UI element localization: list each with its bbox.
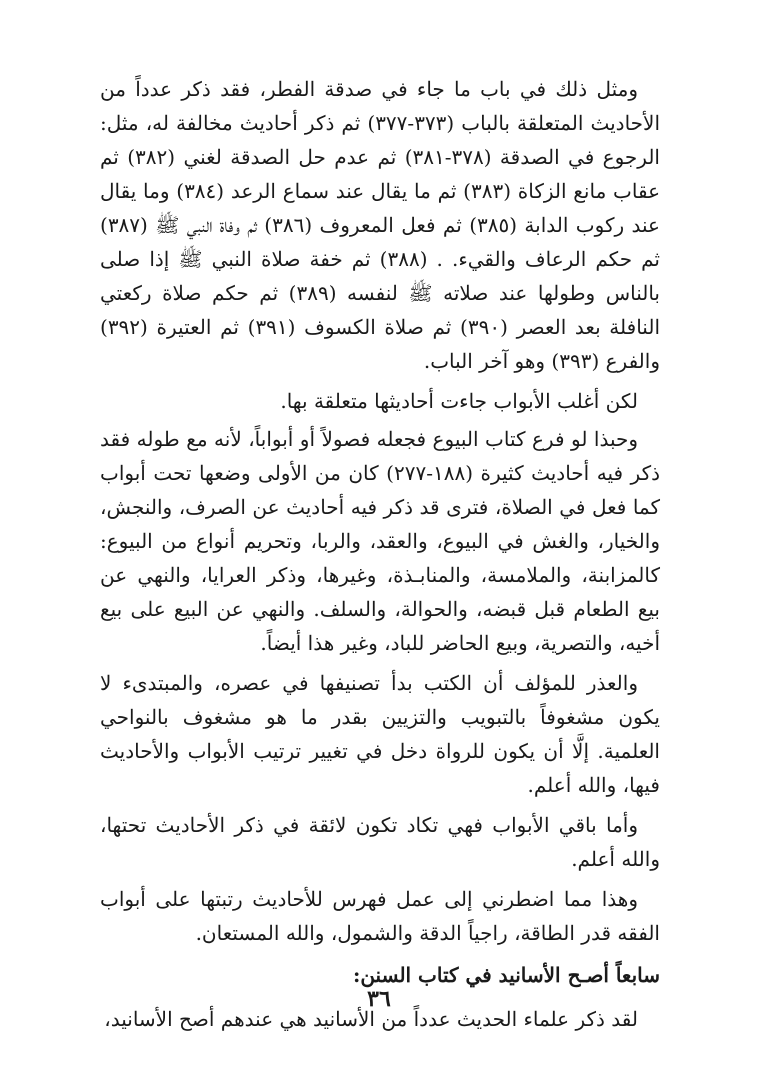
paragraph-remaining-chapters: وأما باقي الأبواب فهي تكاد تكون لائقة في ذكر الأحاديث تحتها، والله أعلم. xyxy=(100,813,660,871)
paragraph-author-excuse: والعذر للمؤلف أن الكتب بدأ تصنيفها في عصره، والمبتدىء لا يكون مشغوفاً بالتبويب والتزيين بقدر ما هو مشغوف بالنواحي العلمية. إلَّا أن يكون للرواة دخل في تغيير ترتيب الأبواب والأحاديث فيها، والله أعلم. xyxy=(100,671,660,797)
paragraph-index-note: وهذا مما اضطرني إلى عمل فهرس للأحاديث رتبتها على أبواب الفقه قدر الطاقة، راجياً الدقة والشمول، والله المستعان. xyxy=(100,887,660,945)
page-number: ٣٦ xyxy=(367,986,391,1012)
paragraph-zakat-al-fitr: ومثل ذلك في باب ما جاء في صدقة الفطر، فقد ذكر عدداً من الأحاديث المتعلقة بالباب (٣٧٣-٣٧٧) ثم ذكر أحاديث مخالفة له، مثل: الرجوع في الصدقة (٣٧٨-٣٨١) ثم عدم حل الصدقة لغني (٣٨٢) ثم عقاب مانع الزكاة (٣٨٣) ثم ما يقال عند سماع الرعد (٣٨٤) وما يقال عند ركوب الدابة (٣٨٥) ثم فعل المعروف (٣٨٦) ثم وفاة النبي ﷺ (٣٨٧) ثم حكم الرعاف والقيء. . (٣٨٨) ثم خفة صلاة النبي ﷺ إذا صلى بالناس وطولها عند صلاته ﷺ لنفسه (٣٨٩) ثم حكم صلاة ركعتي النافلة بعد العصر (٣٩٠) ثم صلاة الكسوف (٣٩١) ثم العتيرة (٣٩٢) والفرع (٣٩٣) وهو آخر الباب. xyxy=(100,77,661,373)
paragraph-book-of-sales: وحبذا لو فرع كتاب البيوع فجعله فصولاً أو أبواباً، لأنه مع طوله فقد ذكر فيه أحاديث كثيرة (١٨٨-٢٧٧) كان من الأولى وضعها تحت أبواب كما فعل في الصلاة، فترى قد ذكر فيه أحاديث عن الصرف، والنجش، والخيار، والغش في البيوع، والعقد، والربا، وتحريم أنواع من البيوع: كالمزابنة، والملامسة، والمنابـذة، وغيرها، وذكر العرايا، والنهي عن بيع الطعام قبل قبضه، والحوالة، والسلف. والنهي عن البيع على بيع أخيه، والتصرية، وبيع الحاضر للباد، وغير هذا أيضاً. xyxy=(100,427,660,655)
section-heading: سابعاً أصـح الأسانيد في كتاب السنن: xyxy=(352,963,660,987)
paragraph-most-chapters: لكن أغلب الأبواب جاءت أحاديثها متعلقة بها. xyxy=(280,389,638,413)
page-body xyxy=(100,72,660,1042)
paragraph-soundest-chains: لقد ذكر علماء الحديث عدداً من الأسانيد هي عندهم أصح الأسانيد، xyxy=(104,1007,638,1031)
